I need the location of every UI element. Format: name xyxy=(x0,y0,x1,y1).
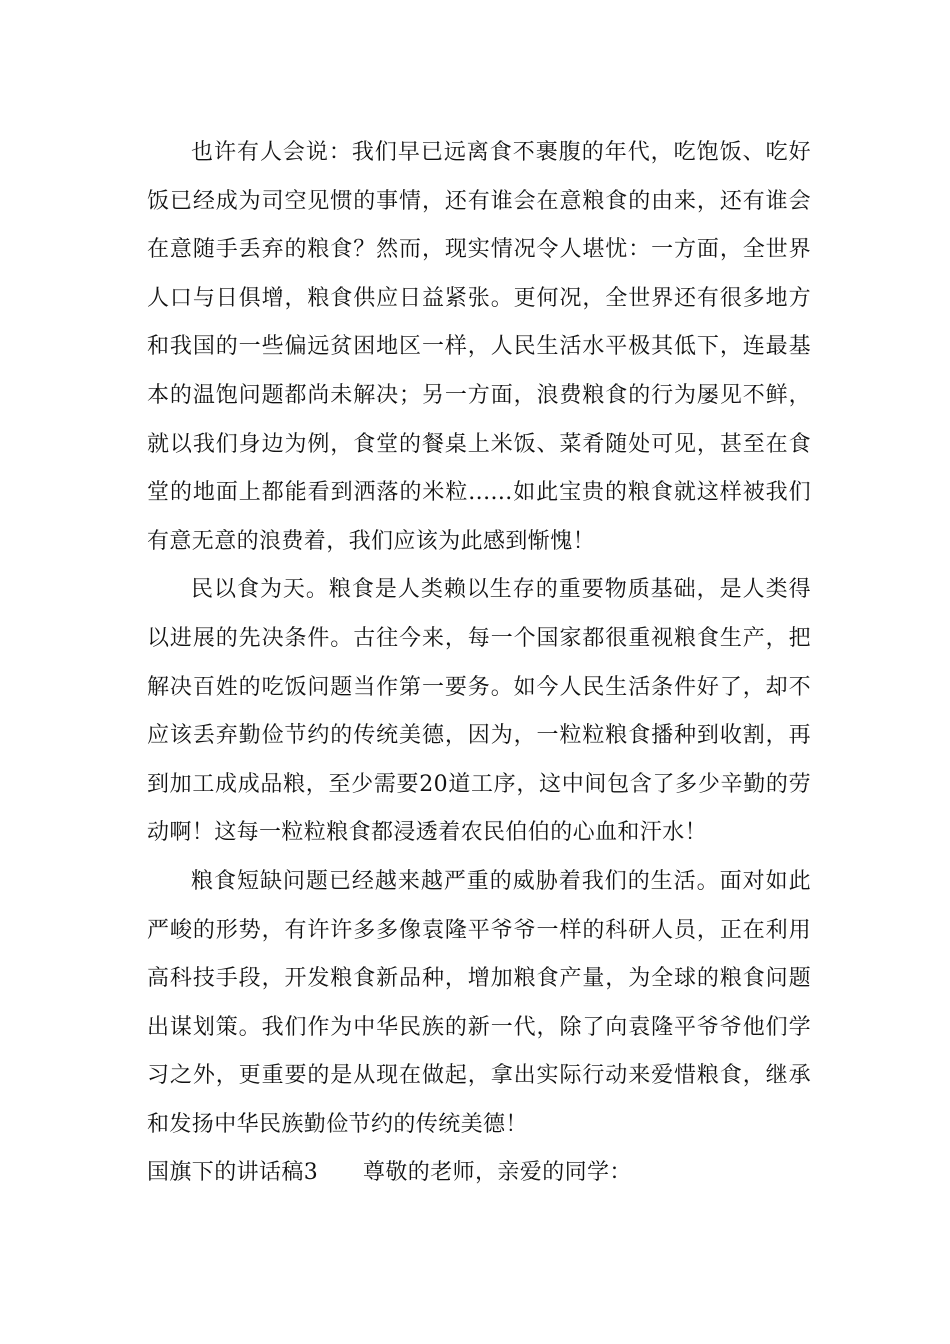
paragraph: 民以食为天。粮食是人类赖以生存的重要物质基础，是人类得以进展的先决条件。古往今来，每一个国家都很重视粮食生产，把解决百姓的吃饭问题当作第一要务。如今人民生活条件好了，却不应该丢弃勤俭节约的传统美德，因为，一粒粒粮食播种到收割，再到加工成成品粮，至少需要20道工序，这中间包含了多少辛勤的劳动啊！这每一粒粒粮食都浸透着农民伯伯的心血和汗水！ xyxy=(147,577,811,846)
paragraph: 也许有人会说：我们早已远离食不裹腹的年代，吃饱饭、吃好饭已经成为司空见惯的事情，还有谁会在意粮食的由来，还有谁会在意随手丢弃的粮食？然而，现实情况令人堪忧：一方面，全世界人口与日俱增，粮食供应日益紧张。更何况，全世界还有很多地方和我国的一些偏远贫困地区一样，人民生活水平极其低下，连最基本的温饱问题都尚未解决；另一方面，浪费粮食的行为屡见不鲜，就以我们身边为例，食堂的餐桌上米饭、菜肴随处可见，甚至在食堂的地面上都能看到洒落的米粒......如此宝贵的粮食就这样被我们有意无意的浪费着，我们应该为此感到惭愧！ xyxy=(147,140,811,554)
speech-heading-line: 国旗下的讲话稿3 尊敬的老师，亲爱的同学： xyxy=(147,1160,632,1186)
paragraph: 粮食短缺问题已经越来越严重的威胁着我们的生活。面对如此严峻的形势，有许许多多像袁隆平爷爷一样的科研人员，正在利用高科技手段，开发粮食新品种，增加粮食产量，为全球的粮食问题出谋划策。我们作为中华民族的新一代，除了向袁隆平爷爷他们学习之外，更重要的是从现在做起，拿出实际行动来爱惜粮食，继承和发扬中华民族勤俭节约的传统美德！ xyxy=(147,868,811,1137)
document-body xyxy=(147,129,811,1198)
